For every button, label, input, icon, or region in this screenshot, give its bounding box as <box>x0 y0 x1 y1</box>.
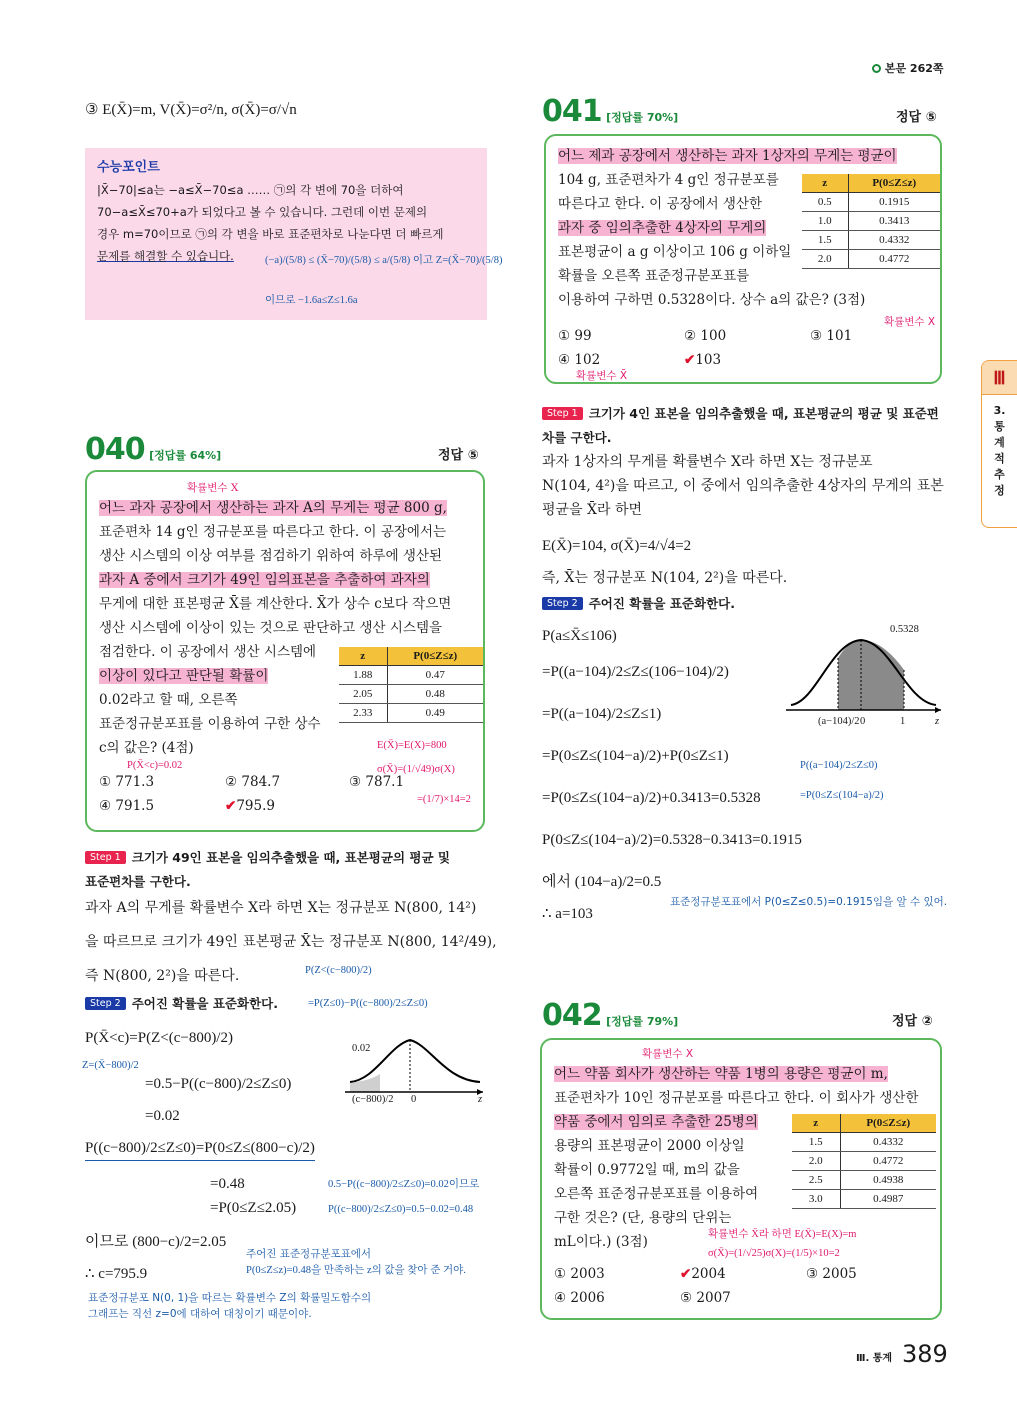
choice[interactable]: ④ 102 <box>558 352 601 368</box>
problem-line: 0.02라고 할 때, 오른쪽 <box>99 692 238 708</box>
page-reference: 본문 262쪽 <box>872 60 944 76</box>
z-table: z P(0≤Z≤z) 1.5 0.4332 2.0 0.4772 2.5 0.4938 3.0 0.4987 <box>792 1114 936 1209</box>
q041-box: 어느 제과 공장에서 생산하는 과자 1상자의 무게는 평균이 104 g, 표준편차가 4 g인 정규분포를 따른다고 한다. 이 공장에서 생산한 과자 중 임의추출한 4상자의 무게의 표본평균이 a g 이상이고 106 g 이하일 확률을 오른쪽 표준정규분포표를 이용하여 구하면 0.5328이다. 상수 a의 값은? (3점) z P(0≤Z≤z) 0.5 0.1915 1.0 0.3413 1.5 0.4332 2.0 0.4772 확률변수 X ① 99 ② 100 ③ 101 ④ 102 ✔103 확률변수 X̄ <box>544 134 942 384</box>
problem-line: 표준정규분포표를 이용하여 구한 상수 <box>99 716 321 732</box>
problem-line: c의 값은? (4점) <box>99 740 194 756</box>
annotation: σ(X̄)=(1/√49)σ(X) <box>377 764 455 775</box>
question-number: 040 <box>85 432 145 467</box>
choice[interactable]: ② 100 <box>684 328 727 344</box>
annotation: 확률변수 X̄ <box>576 370 628 382</box>
q042-heading <box>542 998 678 1033</box>
tip-line: 70−a≤X̄≤70+a가 되었다고 볼 수 있습니다. 그런데 이번 문제의 <box>97 205 428 219</box>
choice[interactable]: ④ 791.5 <box>99 798 155 814</box>
annotation: 확률변수 X <box>642 1048 694 1060</box>
question-number: 042 <box>542 998 602 1033</box>
tip-line: 경우 m=70이므로 ㉠의 각 변을 바로 표준편차로 나눈다면 더 빠르게 <box>97 227 444 241</box>
step2-heading: Step 2 주어진 확률을 표준화한다. <box>85 994 525 1012</box>
tip-title: 수능포인트 <box>97 160 160 175</box>
answer-label: 정답 ⑤ <box>438 448 479 463</box>
problem-line: 표준편차 14 g인 정규분포를 따른다고 한다. 이 공장에서는 <box>99 524 447 540</box>
chapter-title: 3.통계적추정 <box>993 404 1006 497</box>
tip-box <box>85 148 503 320</box>
choice[interactable]: ⑤ 2007 <box>680 1290 731 1306</box>
choice[interactable]: ① 2003 <box>554 1266 605 1282</box>
q040-box <box>85 470 485 832</box>
tip-line: |X̄−70|≤a는 −a≤X̄−70≤a …… ㉠의 각 변에 70을 더하여 <box>97 183 404 197</box>
circle-icon <box>872 64 881 73</box>
problem-line: 점검한다. 이 공장에서 생산 시스템에 <box>99 644 317 660</box>
checkmark-icon: ✔ <box>225 798 237 814</box>
q041-heading <box>542 94 678 129</box>
question-number: 041 <box>542 94 602 129</box>
checkmark-icon: ✔ <box>684 352 696 368</box>
q040-heading <box>85 432 221 467</box>
footer-section: Ⅲ. 통계 <box>856 1353 893 1364</box>
page-number: 389 <box>902 1340 948 1368</box>
annotation: =(1/7)×14=2 <box>417 794 471 805</box>
problem-line: 생산 시스템에 이상이 있는 것으로 판단하고 생산 시스템을 <box>99 620 443 636</box>
annotation: 확률변수 X <box>187 482 239 494</box>
choice[interactable]: ③ 787.1 <box>349 774 405 790</box>
checkmark-icon: ✔ <box>680 1266 692 1282</box>
sol040: Step 1 크기가 49인 표본을 임의추출했을 때, 표본평균의 평균 및 표준편차를 구한다. 과자 A의 무게를 확률변수 X라 하면 X는 정규분포 N(800, 14²) 을 따르므로 크기가 49인 표본평균 X̄는 정규분포 N(800, 14²/49), 즉 N(800, 2²)을 따른다. Step 2 주어진 확률을 표준화한다. <box>85 848 525 1012</box>
problem-line: 이상이 있다고 판단될 확률이 <box>99 668 269 684</box>
choice[interactable]: ④ 2006 <box>554 1290 605 1306</box>
annotation: 확률변수 X <box>884 316 936 328</box>
q042-box: 확률변수 X 어느 약품 회사가 생산하는 약품 1병의 용량은 평균이 m, 표준편차가 10인 정규분포를 따른다고 한다. 이 회사가 생산한 약품 중에서 임의로 추출한 25병의 용량의 표본평균이 2000 이상일 확률이 0.9772일 때, m의 값을 오른쪽 표준정규분포표를 이용하여 구한 것은? (단, 용량의 단위는 mL이다.) (3점) z P(0≤Z≤z) 1.5 0.4332 2.0 0.4772 2.5 0.4938 3.0 0.4987 확률변수 X̄라 하면 E(X̄)=E(X)=m σ(X̄)=(1/√25)σ(X)=(1/5)×10=2 ① 2003 ✔2004 ③ 2005 ④ 2006 ⑤ 2007 <box>540 1038 942 1320</box>
answer-label: 정답 ② <box>892 1014 933 1029</box>
annotation: E(X̄)=E(X)=800 <box>377 740 447 751</box>
answer-label: 정답 ⑤ <box>896 110 937 125</box>
choice[interactable]: ① 99 <box>558 328 592 344</box>
z-table: z P(0≤Z≤z) 1.88 0.47 2.05 0.48 2.33 0.49 <box>339 647 483 723</box>
tip-line: 문제를 해결할 수 있습니다. <box>97 249 234 263</box>
annotation: P(X̄<c)=0.02 <box>127 760 183 771</box>
tip-note: 이므로 −1.6a≤Z≤1.6a <box>265 295 358 306</box>
normal-curve-graph-041 <box>786 630 946 720</box>
correct-rate: [정답률 79%] <box>606 1015 679 1028</box>
z-table: z P(0≤Z≤z) 0.5 0.1915 1.0 0.3413 1.5 0.4332 2.0 0.4772 <box>802 174 940 269</box>
choice[interactable]: ① 771.3 <box>99 774 155 790</box>
choice[interactable]: ② 784.7 <box>225 774 281 790</box>
correct-rate: [정답률 70%] <box>606 111 679 124</box>
chapter-roman: Ⅲ <box>982 361 1017 395</box>
choice-correct[interactable]: ✔795.9 <box>225 798 275 814</box>
prev-formula: ③ E(X̄)=m, V(X̄)=σ²/n, σ(X̄)=σ/√n <box>85 102 297 118</box>
annotation: σ(X̄)=(1/√25)σ(X)=(1/5)×10=2 <box>708 1248 840 1259</box>
chapter-side-tab[interactable] <box>981 360 1017 528</box>
problem-line: 과자 A 중에서 크기가 49인 임의표본을 추출하여 과자의 <box>99 572 430 588</box>
choice[interactable]: ③ 101 <box>810 328 853 344</box>
correct-rate: [정답률 64%] <box>149 449 222 462</box>
annotation: 확률변수 X̄라 하면 E(X̄)=E(X)=m <box>708 1229 857 1240</box>
choice-correct[interactable]: ✔103 <box>684 352 722 368</box>
step1-heading: Step 1 크기가 49인 표본을 임의추출했을 때, 표본평균의 평균 및 <box>85 848 525 866</box>
choice-correct[interactable]: ✔2004 <box>680 1266 726 1282</box>
problem-line: 어느 과자 공장에서 생산하는 과자 A의 무게는 평균 800 g, <box>99 500 447 516</box>
problem-line: 무게에 대한 표본평균 X̄를 계산한다. X̄가 상수 c보다 작으면 <box>99 596 452 612</box>
problem-line: 생산 시스템의 이상 여부를 점검하기 위하여 하루에 생산된 <box>99 548 443 564</box>
choice[interactable]: ③ 2005 <box>806 1266 857 1282</box>
sol041: Step 1 크기가 4인 표본을 임의추출했을 때, 표본평균의 평균 및 표준편 차를 구한다. 과자 1상자의 무게를 확률변수 X라 하면 X는 정규분포 N(104, 4²)을 따르고, 이 중에서 임의추출한 4상자의 무게의 표본 평균을 X̄라 하면 E(X̄)=104, σ(X̄)=4/√4=2 즉, X̄는 정규분포 N(104, 2²)을 따른다. Step 2 주어진 확률을 표준화한다. <box>542 406 944 611</box>
tip-note: (−a)/(5/8) ≤ (X̄−70)/(5/8) ≤ a/(5/8) 이고 Z=(X̄−70)/(5/8) <box>265 255 503 266</box>
